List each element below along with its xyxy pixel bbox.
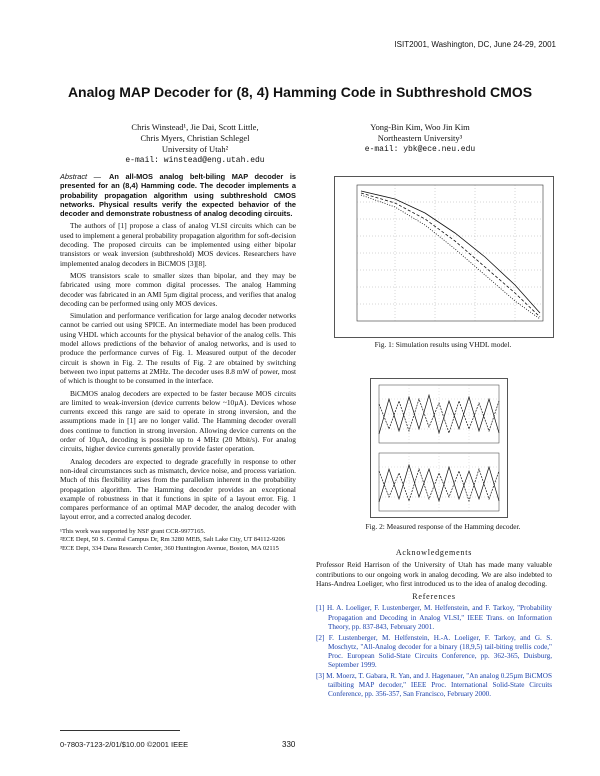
- author-affiliation: Northeastern University³: [377, 133, 463, 143]
- authors-right: [330, 122, 510, 155]
- figure-2-plot: [371, 379, 507, 517]
- body-paragraph: MOS transistors scale to smaller sizes than bipolar, and they may be fabricated using more common digital processes. The analog Hamming decoder was fabricated in an AMI 5µm digital process, and verifies that analog decoding can be performed using only MOS devices.: [60, 270, 296, 308]
- acknowledgements-heading: Acknowledgements: [395, 548, 473, 557]
- body-paragraph: BiCMOS analog decoders are expected to be faster because MOS circuits are limited to weak-inversion (device currents below ~10µA). Devices whose currents exceed this range are said to operate in strong inversion, and the assumptions made in [1] are no longer valid. The Hamming decoder overall does continue to function in strong inversion. Allowing device currents on the order of 10µA, decoding is possible up to 4 MHz (20 Mbit/s). For analog circuits, higher device currents generally provide faster operation.: [60, 388, 296, 454]
- copyright: 0-7803-7123-2/01/$10.00 ©2001 IEEE: [60, 740, 189, 749]
- author-names-1: Chris Winstead¹, Jie Dai, Scott Little,: [131, 122, 259, 132]
- footnote: ³ECE Dept, 334 Dana Research Center, 360 Huntington Avenue, Boston, MA 02115: [60, 544, 279, 552]
- left-column: [60, 172, 296, 553]
- author-names: Yong-Bin Kim, Woo Jin Kim: [370, 122, 470, 132]
- right-column: [316, 544, 552, 701]
- figure-2: [370, 378, 508, 518]
- author-names-2: Chris Myers, Christian Schlegel: [140, 133, 250, 143]
- author-affiliation: University of Utah²: [161, 144, 229, 154]
- abstract: [60, 172, 296, 218]
- abstract-text: An all-MOS analog belt-biling MAP decoder is presented for an (8,4) Hamming code. The decoder implements a probability propagation algorithm using subthreshold CMOS networks. Physical results verify the expected behavior of the decoder and demonstrate robustness of analog decoding circuits.: [60, 172, 296, 219]
- references-list: [316, 604, 552, 699]
- acknowledgements-text: Professor Reid Harrison of the University of Utah has made many valuable contributions to our ongoing work in analog decoding. We are also indebted to Hans-Andrea Loeliger, who first introduced us to the idea of analog decoding.: [316, 560, 552, 588]
- author-email: e-mail: ybk@ece.neu.edu: [364, 145, 476, 154]
- authors-left: [100, 122, 290, 166]
- author-email: e-mail: winstead@eng.utah.edu: [125, 156, 265, 165]
- body-paragraph: Simulation and performance verification for large analog decoder networks cannot be carried out using SPICE. An intermediate model has been produced using VHDL which accounts for the physical behavior of the analog cells. This model allows predictions of the behavior of analog networks, and is used to produce the performance curves of Fig. 1. Measured output of the decoder circuit is shown in Fig. 2. The results of Fig. 2 are obtained by switching between two input patterns at 2MHz. The decoder uses 8.8 mW of power, most of which is thought to be consumed in the interface.: [60, 311, 296, 386]
- footnote: ²ECE Dept, 50 S. Central Campus Dr, Rm 3280 MEB, Salt Lake City, UT 84112-9206: [60, 536, 285, 544]
- figure-1-caption: Fig. 1: Simulation results using VHDL model.: [374, 340, 512, 349]
- running-head: ISIT2001, Washington, DC, June 24-29, 2001: [394, 40, 556, 49]
- reference-item[interactable]: [3] M. Moerz, T. Gabara, R. Yan, and J. Hagenauer, "An analog 0.25µm BiCMOS tailbiting MAP decoder," IEEE Proc. International Solid-State Circuits Conference, pp. 356-357, San Francisco, February 2000.: [316, 672, 552, 699]
- figure-2-caption: Fig. 2: Measured response of the Hamming decoder.: [365, 522, 521, 531]
- body-paragraph: Analog decoders are expected to degrade gracefully in response to other non-ideal circumstances such as mismatch, device noise, and process variation. Much of this flexibility arises from the parallelism inherent in the probability propagation algorithm. The Hamming decoder provides an exceptional example of robustness in that it functions in spite of a layout error. Fig. 1 compares performance of an optimal MAP decoder, the analog decoder with layout error, and a corrected analog decoder.: [60, 456, 296, 522]
- paper-title: Analog MAP Decoder for (8, 4) Hamming Code in Subthreshold CMOS: [67, 84, 533, 100]
- footnotes: [60, 528, 296, 553]
- footnote: ¹This work was supported by NSF grant CCR-9977165.: [60, 527, 206, 535]
- reference-item[interactable]: [1] H. A. Loeliger, F. Lustenberger, M. Helfenstein, and F. Tarkoy, "Probability Propagation and Decoding in Analog VLSI," IEEE Trans. on Information Theory, pp. 837-843, February 2001.: [316, 604, 552, 631]
- page-number: 330: [282, 740, 296, 749]
- figure-1: [334, 176, 554, 338]
- abstract-label: Abstract —: [60, 172, 102, 181]
- references-heading: References: [412, 592, 456, 602]
- reference-item[interactable]: [2] F. Lustenberger, M. Helfenstein, H.-A. Loeliger, F. Tarkoy, and G. S. Moschytz, "All-Analog decoder for a binary (18,9,5) tail-biting trellis code," Proc. European Solid-State Circuits Conference, pp. 362-365, Duisburg, September 1999.: [316, 633, 552, 670]
- footer-rule: [60, 730, 180, 731]
- body-paragraph: The authors of [1] propose a class of analog VLSI circuits which can be used to implement a general probability propagation algorithm for soft-decision decoding. The proposed circuits can be implemented using either bipolar transistors or weak inversion (subthreshold) MOS devices. Researchers have implemented analog decoders in BiCMOS [3][8].: [60, 221, 296, 268]
- figure-1-plot: [335, 177, 553, 337]
